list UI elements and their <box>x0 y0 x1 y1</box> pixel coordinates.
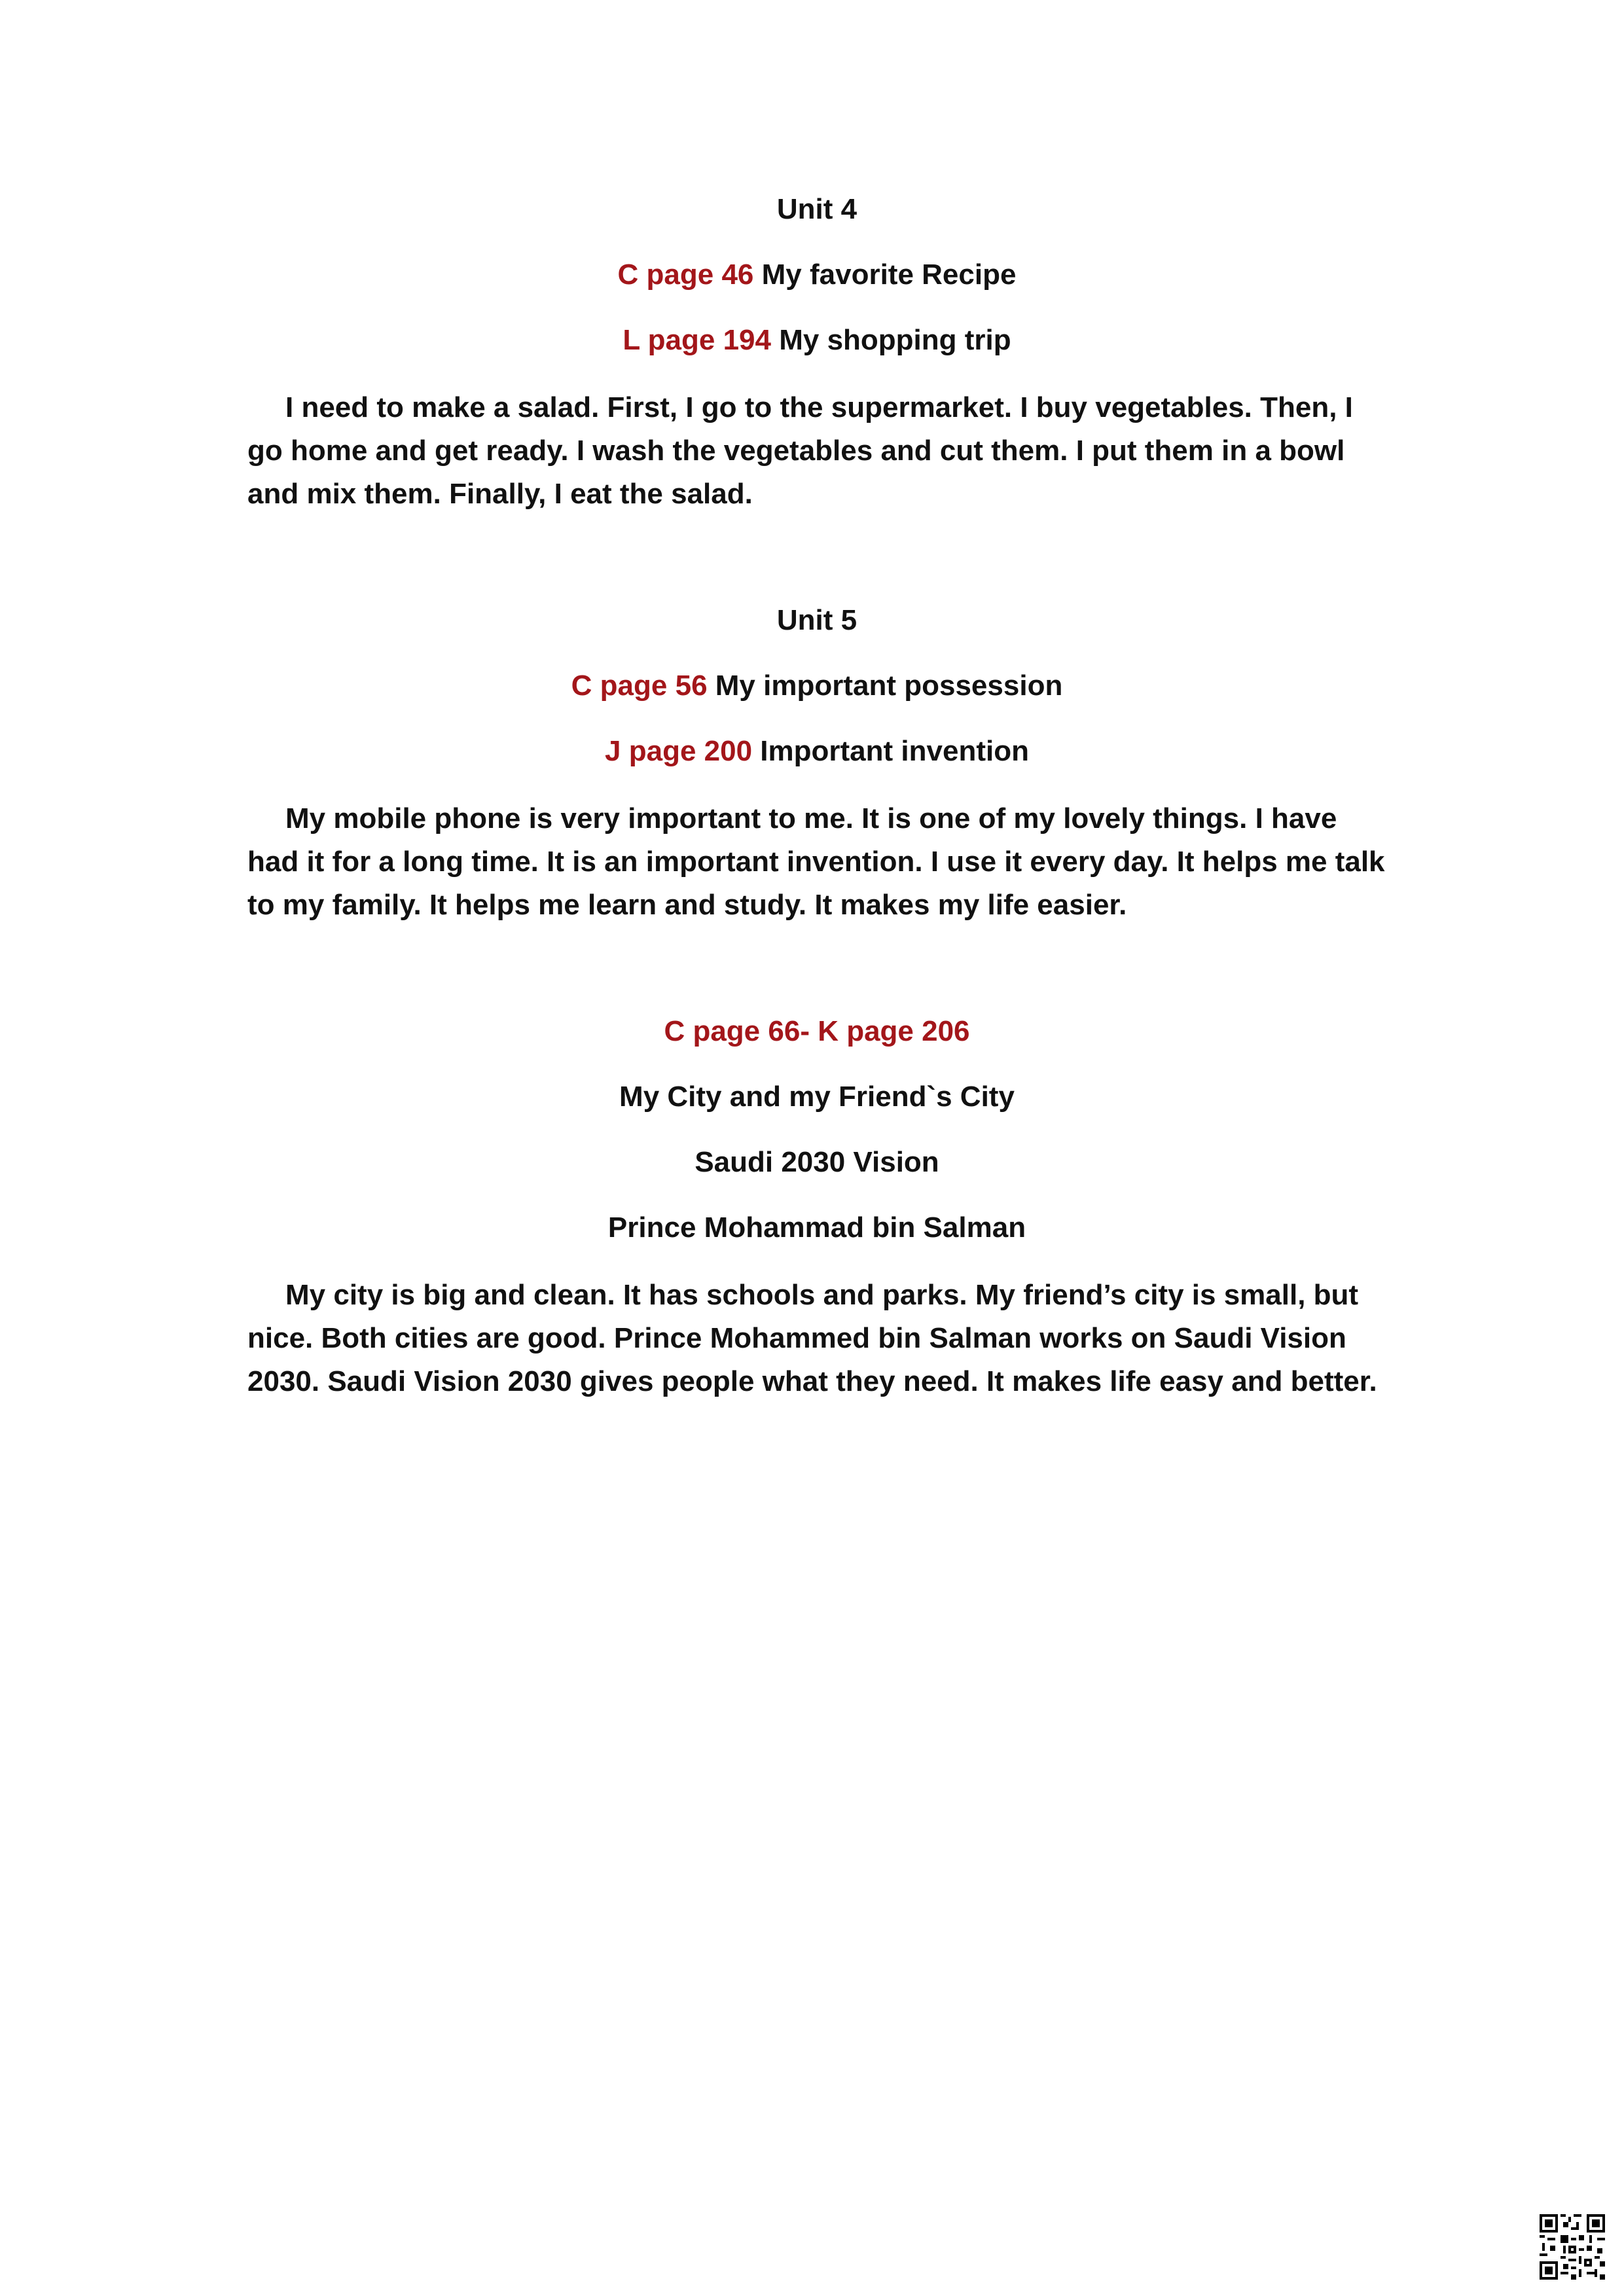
unit-heading <box>247 601 1386 640</box>
paragraph: My city is big and clean. It has schools and parks. My friend’s city is small, but nice. Both cities are good. Prince Mohammed bin Salman works on Saudi Vision 2030. Saudi Vision 2030 gives people what they need. It makes life easy and better. <box>247 1279 1377 1397</box>
heading-text: Unit 4 <box>776 193 857 225</box>
unit-heading <box>247 190 1386 229</box>
topic-heading <box>247 1077 1386 1117</box>
page-reference: L page 194 <box>623 324 771 356</box>
topic-heading <box>247 1012 1386 1051</box>
page-reference: C page 66- K page 206 <box>664 1015 970 1047</box>
heading-text: Important invention <box>760 735 1029 767</box>
topic-heading <box>247 732 1386 771</box>
heading-text: Prince Mohammad bin Salman <box>607 1211 1026 1244</box>
heading-text: My important possession <box>715 670 1063 702</box>
heading-text: My City and my Friend`s City <box>619 1081 1015 1113</box>
section-unit-4 <box>247 190 1386 516</box>
heading-text: My shopping trip <box>779 324 1011 356</box>
topic-heading <box>247 255 1386 295</box>
section-unit-5 <box>247 601 1386 927</box>
page-reference: C page 46 <box>617 259 754 291</box>
paragraph: My mobile phone is very important to me. It is one of my lovely things. I have had it for a long time. It is an important invention. I use it every day. It helps me talk to my family. It helps me learn and study. It makes my life easier. <box>247 802 1385 921</box>
heading-text: Saudi 2030 Vision <box>695 1146 939 1178</box>
topic-heading <box>247 1143 1386 1182</box>
heading-text: My favorite Recipe <box>761 259 1017 291</box>
topic-heading <box>247 321 1386 360</box>
qr-code-icon <box>1540 2214 1605 2280</box>
document-page <box>247 190 1386 1488</box>
page-reference: C page 56 <box>571 670 708 702</box>
topic-heading <box>247 1208 1386 1247</box>
topic-heading <box>247 666 1386 706</box>
paragraph: I need to make a salad. First, I go to the supermarket. I buy vegetables. Then, I go home and get ready. I wash the vegetables and cut them. I put them in a bowl and mix them. Finally, I eat the salad. <box>247 391 1353 510</box>
section-city <box>247 1012 1386 1403</box>
page-reference: J page 200 <box>605 735 753 767</box>
heading-text: Unit 5 <box>776 604 857 636</box>
